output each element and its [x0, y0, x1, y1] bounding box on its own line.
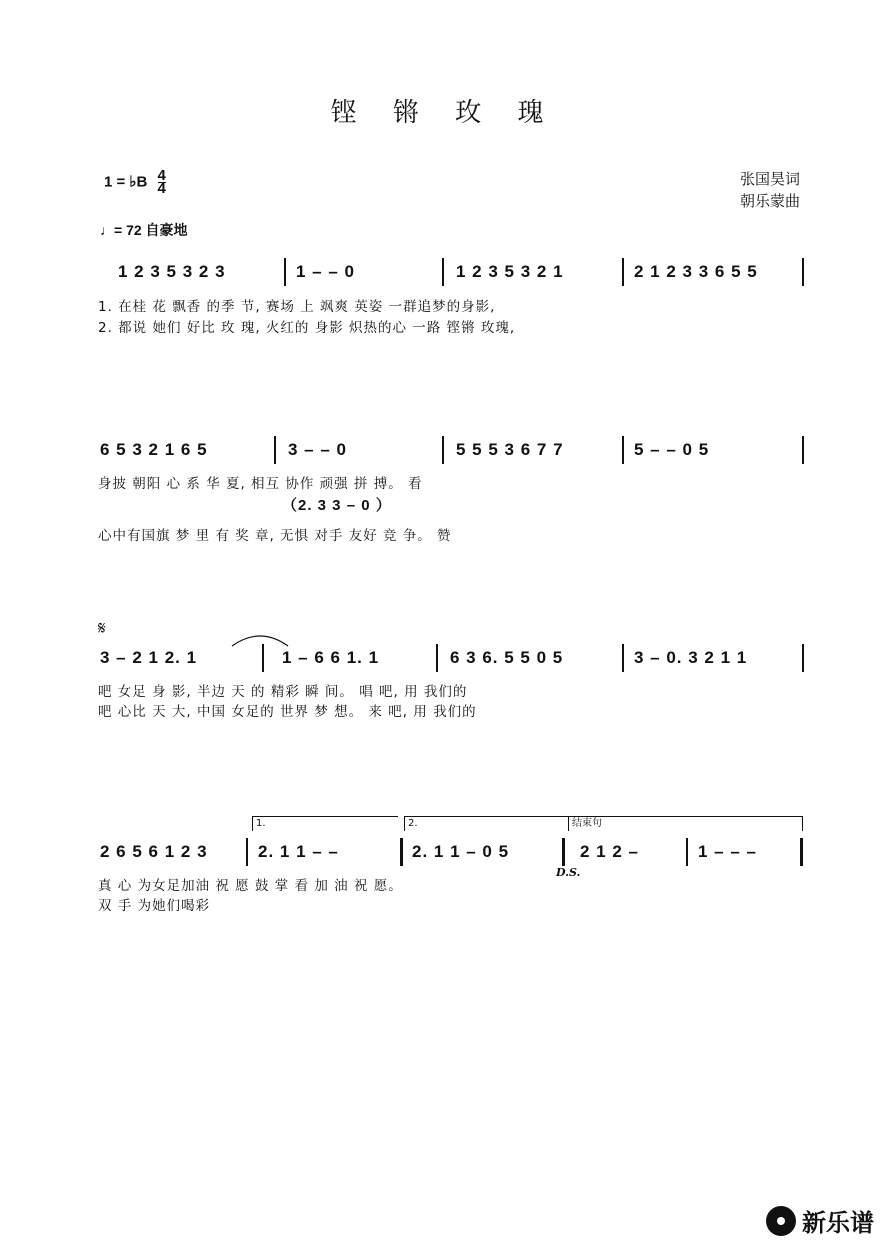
double-barline — [562, 838, 565, 866]
lyricist: 张国昊词 — [739, 170, 800, 188]
lyrics-verse-1: 吧 女足 身 影, 半边 天 的 精彩 瞬 间。 唱 吧, 用 我们的 — [98, 684, 468, 700]
time-top: 4 — [157, 167, 166, 184]
second-ending-bracket — [404, 816, 568, 831]
verse-2-pickup: （2. 3 3 – 0 ） — [282, 497, 392, 514]
barline — [442, 258, 444, 286]
repeat-barline — [400, 838, 403, 866]
lyrics-verse-1: 真 心 为女足加油 祝 愿 鼓 掌 看 加 油 祝 愿。 — [98, 878, 403, 894]
measure: 1 – 6 6 1. 1 — [282, 648, 380, 667]
barline — [686, 838, 688, 866]
measure: 2 6 5 6 1 2 3 — [100, 842, 208, 861]
barline — [622, 258, 624, 286]
lyrics-verse-1: 身披 朝阳 心 系 华 夏, 相互 协作 顽强 拼 搏。 看 — [98, 476, 423, 492]
key-signature — [104, 167, 166, 197]
time-bottom: 4 — [157, 180, 166, 197]
lyrics-verse-2: 心中有国旗 梦 里 有 奖 章, 无惧 对手 友好 竞 争。 赞 — [98, 528, 452, 544]
barline — [622, 436, 624, 464]
site-logo — [766, 1203, 874, 1238]
barline — [284, 258, 286, 286]
vinyl-disc-icon — [766, 1206, 796, 1236]
measure: 1 – – 0 — [296, 262, 355, 281]
measure: 1 – – – — [698, 842, 757, 861]
first-ending-bracket — [252, 816, 398, 831]
measure: 2. 1 1 – 0 5 — [412, 842, 510, 861]
measure: 3 – 2 1 2. 1 — [100, 648, 198, 667]
tempo-marking: ♩= 72 自豪地 — [100, 222, 188, 238]
measure: 5 – – 0 5 — [634, 440, 710, 459]
segno-sign: 𝄋 — [98, 618, 106, 639]
final-barline — [800, 838, 803, 866]
measure: 3 – 0. 3 2 1 1 — [634, 648, 748, 667]
ending-label: 结束句 — [572, 818, 602, 829]
lyrics-verse-2: 双 手 为她们喝彩 — [98, 898, 211, 914]
measure: 1 2 3 5 3 2 3 — [118, 262, 226, 281]
barline — [802, 644, 804, 672]
score-title: 铿 锵 玫 瑰 — [330, 98, 558, 128]
tie-arc — [230, 628, 290, 648]
composer: 朝乐蒙曲 — [739, 192, 800, 210]
key-label: 1 = ♭B — [104, 173, 148, 191]
volta-1-label: 1. — [256, 818, 266, 829]
measure: 6 5 3 2 1 6 5 — [100, 440, 208, 459]
measure: 2. 1 1 – – — [258, 842, 339, 861]
volta-2-label: 2. — [408, 818, 418, 829]
measure: 6 3 6. 5 5 0 5 — [450, 648, 564, 667]
barline — [274, 436, 276, 464]
measure: 3 – – 0 — [288, 440, 347, 459]
logo-text: 新乐谱 — [802, 1209, 874, 1237]
measure: 2 1 2 3 3 6 5 5 — [634, 262, 758, 281]
barline — [622, 644, 624, 672]
measure: 5 5 5 3 6 7 7 — [456, 440, 564, 459]
measure: 2 1 2 – — [580, 842, 639, 861]
barline — [246, 838, 248, 866]
barline — [262, 644, 264, 672]
coda-bracket — [568, 816, 803, 831]
lyrics-verse-2: 吧 心比 天 大, 中国 女足的 世界 梦 想。 来 吧, 用 我们的 — [98, 704, 477, 720]
time-signature — [157, 167, 166, 197]
dal-segno-marking: D.S. — [556, 866, 581, 879]
lyrics-verse-2: 2. 都说 她们 好比 玫 瑰, 火红的 身影 炽热的心 一路 铿锵 玫瑰, — [98, 320, 516, 336]
barline — [436, 644, 438, 672]
barline — [802, 436, 804, 464]
measure: 1 2 3 5 3 2 1 — [456, 262, 564, 281]
lyrics-verse-1: 1. 在桂 花 飘香 的季 节, 赛场 上 飒爽 英姿 一群追梦的身影, — [98, 299, 496, 315]
barline — [802, 258, 804, 286]
barline — [442, 436, 444, 464]
